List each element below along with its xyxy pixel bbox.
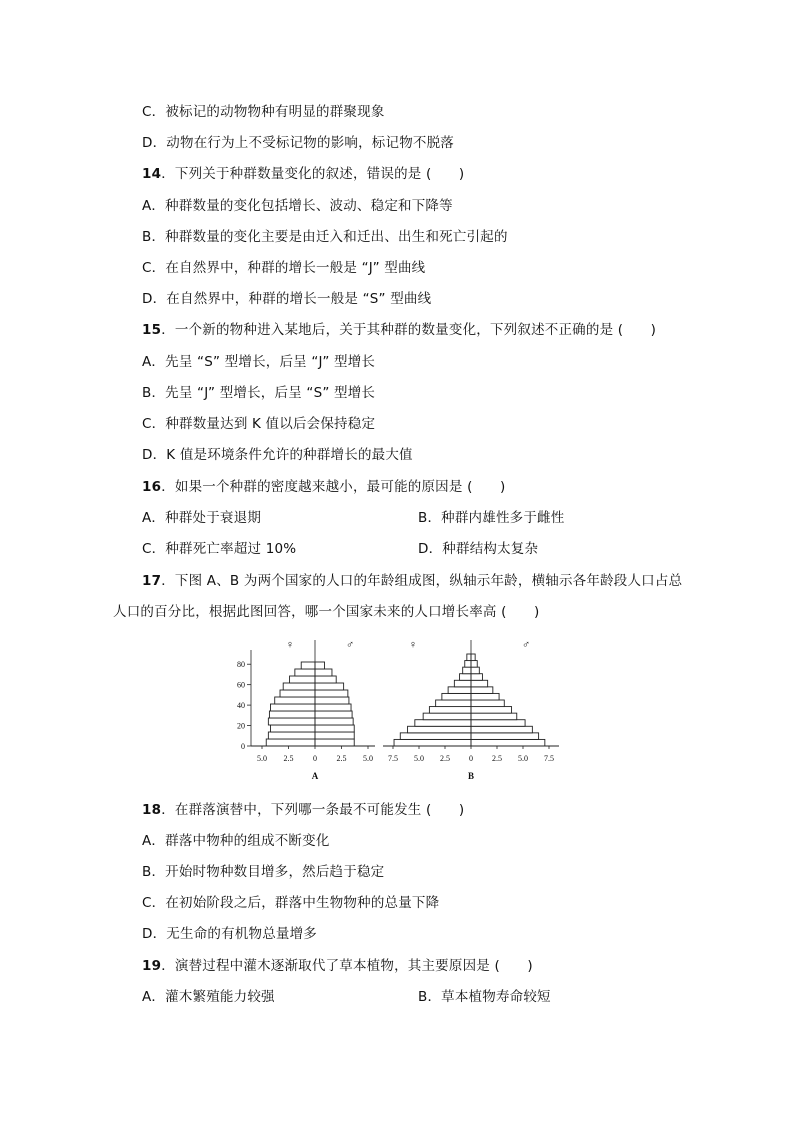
pyramid-b-x-tick-label: 7.5: [544, 754, 554, 763]
pyramid-b-male-bar: [471, 667, 479, 674]
female-symbol: ♀: [408, 639, 418, 651]
pyramid-b-female-bar: [408, 726, 471, 733]
pyramid-a-female-bar: [275, 697, 315, 704]
pyramid-a-male-bar: [315, 725, 354, 732]
pyramid-a-x-tick-label: 0: [313, 754, 317, 763]
pyramid-b-male-bar: [471, 739, 545, 746]
pyramid-b-female-bar: [429, 707, 471, 714]
age-tick-label: 20: [237, 721, 245, 731]
q18-option-b: B．开始时物种数目增多，然后趋于稳定: [142, 864, 385, 880]
female-symbol: ♀: [285, 639, 295, 651]
q17-number: 17: [142, 573, 162, 589]
pyramid-b-female-bar: [415, 720, 471, 727]
q15-text: ．一个新的物种进入某地后，关于其种群的数量变化，下列叙述不正确的是 ( ): [161, 322, 657, 338]
pyramid-b-x-tick-label: 5.0: [518, 754, 528, 763]
pyramid-b-female-bar: [467, 654, 471, 661]
pyramid-a-male-bar: [315, 690, 348, 697]
pyramid-a-male-bar: [315, 739, 354, 746]
pyramid-a-male-bar: [315, 732, 354, 739]
pyramid-a-x-tick-label: 5.0: [363, 754, 373, 763]
pyramid-a-label: A: [311, 771, 319, 781]
q19-option-b: B．草本植物寿命较短: [418, 989, 551, 1005]
pyramid-a-male-bar: [315, 683, 344, 690]
pyramid-b-female-bar: [460, 674, 471, 681]
q14-option-d: D．在自然界中，种群的增长一般是 “S” 型曲线: [142, 291, 432, 307]
pyramid-a-x-tick-label: 2.5: [283, 754, 294, 763]
q16-stem: [142, 478, 505, 496]
pyramid-a-female-bar: [283, 683, 315, 690]
q19-option-a: A．灌木繁殖能力较强: [142, 989, 275, 1005]
pyramid-a-male-bar: [315, 669, 332, 676]
q18-option-d: D．无生命的有机物总量增多: [142, 926, 317, 942]
pyramid-b-female-bar: [436, 700, 471, 707]
pyramid-b-female-bar: [448, 687, 471, 694]
pyramid-a-x-tick-label: 5.0: [257, 754, 267, 763]
pyramid-b-x-tick-label: 0: [469, 754, 473, 763]
pyramid-a-female-bar: [280, 690, 315, 697]
pyramid-a-x-tick-label: 2.5: [336, 754, 347, 763]
pyramid-b-female-bar: [423, 713, 471, 720]
q16-option-b: B．种群内雄性多于雌性: [418, 510, 565, 526]
pyramid-a: [237, 639, 375, 781]
q18-option-c: C．在初始阶段之后，群落中生物物种的总量下降: [142, 895, 440, 911]
male-symbol: ♂: [521, 639, 531, 651]
age-tick-label: 0: [241, 742, 245, 751]
pyramid-b-male-bar: [471, 707, 512, 714]
q15-option-c: C．种群数量达到 K 值以后会保持稳定: [142, 416, 376, 432]
q13-option-c: C．被标记的动物物种有明显的群聚现象: [142, 104, 385, 120]
pyramid-b-x-tick-label: 2.5: [440, 754, 450, 763]
pyramid-b: [383, 639, 559, 781]
q16-option-a: A．种群处于衰退期: [142, 510, 262, 526]
pyramid-b-female-bar: [454, 680, 471, 687]
q16-option-c: C．种群死亡率超过 10%: [142, 541, 297, 557]
q17-text: ．下图 A、B 为两个国家的人口的年龄组成图，纵轴示年龄，横轴示各年龄段人口占总: [161, 573, 683, 589]
pyramid-a-female-bar: [270, 704, 315, 711]
pyramid-a-female-bar: [301, 662, 315, 669]
q17-stem: [142, 572, 682, 590]
pyramid-a-female-bar: [290, 676, 315, 683]
q19-number: 19: [142, 958, 162, 974]
pyramid-b-male-bar: [471, 733, 539, 740]
q18-text: ．在群落演替中，下列哪一条最不可能发生 ( ): [161, 802, 465, 818]
pyramid-b-female-bar: [394, 739, 471, 746]
population-pyramid-figure: [225, 632, 570, 784]
pyramid-b-male-bar: [471, 674, 482, 681]
q14-option-b: B．种群数量的变化主要是由迁入和迁出、出生和死亡引起的: [142, 229, 508, 245]
q14-option-c: C．在自然界中，种群的增长一般是 “J” 型曲线: [142, 260, 426, 276]
pyramid-b-male-bar: [471, 687, 493, 694]
pyramid-b-female-bar: [400, 733, 471, 740]
age-tick-label: 80: [237, 660, 245, 670]
pyramid-a-female-bar: [268, 718, 315, 725]
pyramid-b-male-bar: [471, 720, 525, 727]
q15-option-b: B．先呈 “J” 型增长，后呈 “S” 型增长: [142, 385, 376, 401]
pyramid-b-male-bar: [471, 654, 475, 661]
q15-option-a: A．先呈 “S” 型增长，后呈 “J” 型增长: [142, 354, 376, 370]
pyramid-a-male-bar: [315, 697, 349, 704]
pyramid-b-x-tick-label: 5.0: [414, 754, 424, 763]
q15-stem: [142, 321, 656, 339]
q14-number: 14: [142, 166, 162, 182]
pyramid-a-male-bar: [315, 662, 325, 669]
q16-number: 16: [142, 479, 162, 495]
pyramid-b-male-bar: [471, 726, 532, 733]
male-symbol: ♂: [345, 639, 355, 651]
pyramid-b-female-bar: [463, 667, 471, 674]
age-tick-label: 40: [237, 701, 245, 711]
q19-stem: [142, 957, 533, 975]
q18-number: 18: [142, 802, 162, 818]
pyramid-a-male-bar: [315, 711, 352, 718]
pyramid-b-female-bar: [442, 693, 471, 700]
pyramid-a-female-bar: [268, 732, 315, 739]
pyramid-b-male-bar: [471, 693, 499, 700]
age-tick-label: 60: [237, 680, 245, 690]
pyramid-b-male-bar: [471, 661, 477, 668]
pyramid-a-female-bar: [266, 739, 315, 746]
pyramid-b-male-bar: [471, 713, 517, 720]
q14-option-a: A．种群数量的变化包括增长、波动、稳定和下降等: [142, 198, 453, 214]
pyramid-a-male-bar: [315, 676, 336, 683]
pyramid-b-x-tick-label: 2.5: [492, 754, 502, 763]
q16-text: ．如果一个种群的密度越来越小，最可能的原因是 ( ): [161, 479, 506, 495]
pyramid-b-x-tick-label: 7.5: [388, 754, 398, 763]
q19-text: ．演替过程中灌木逐渐取代了草本植物，其主要原因是 ( ): [161, 958, 533, 974]
q18-stem: [142, 801, 464, 819]
pyramid-a-female-bar: [269, 711, 315, 718]
pyramid-b-label: B: [467, 771, 475, 781]
pyramid-b-female-bar: [465, 661, 471, 668]
pyramid-b-male-bar: [471, 700, 504, 707]
pyramid-a-male-bar: [315, 704, 351, 711]
q13-option-d: D．动物在行为上不受标记物的影响，标记物不脱落: [142, 135, 454, 151]
q14-stem: [142, 165, 464, 183]
pyramid-a-female-bar: [270, 725, 315, 732]
pyramid-a-female-bar: [295, 669, 315, 676]
q15-number: 15: [142, 322, 162, 338]
q14-text: ．下列关于种群数量变化的叙述，错误的是 ( ): [161, 166, 465, 182]
pyramid-b-male-bar: [471, 680, 488, 687]
q15-option-d: D．K 值是环境条件允许的种群增长的最大值: [142, 447, 413, 463]
q18-option-a: A．群落中物种的组成不断变化: [142, 833, 330, 849]
q16-option-d: D．种群结构太复杂: [418, 541, 539, 557]
pyramid-a-male-bar: [315, 718, 353, 725]
q17-stem-continued: 人口的百分比，根据此图回答，哪一个国家未来的人口增长率高 ( ): [113, 604, 540, 620]
